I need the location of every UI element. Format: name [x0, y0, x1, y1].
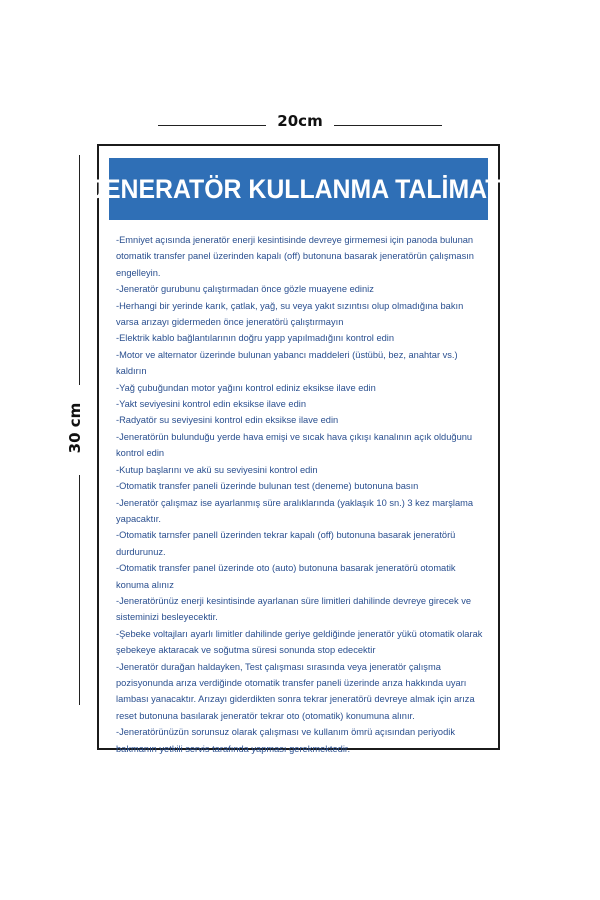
title-banner: [89, 158, 508, 220]
instruction-item: -Radyatör su seviyesini kontrol edin eksikse ilave edin: [116, 415, 339, 426]
instruction-item: -Yakt seviyesini kontrol edin eksikse ilave edin: [116, 399, 306, 410]
instruction-sign: [89, 144, 508, 754]
instruction-item: -Yağ çubuğundan motor yağını kontrol ediniz eksikse ilave edin: [116, 382, 376, 393]
height-dimension-line-bottom: [79, 475, 80, 705]
width-dimension-label: 20cm: [277, 112, 323, 130]
height-dimension-line-top: [79, 155, 80, 385]
instruction-item: -Jeneratör durağan haldayken, Test çalışması sırasında veya jeneratör çalışma pozisyonunda arıza verdiğinde otomatik transfer paneli üzerinde arıza hakkında uyarı lambası yanacaktır. Arızayı giderdikten sonra tekrar jeneratörü devreye almak için arıza reset butonuna basılarak jeneratör tekrar oto (otomatik) konumuna alınır.: [116, 661, 475, 721]
width-dimension-line-right: [334, 125, 442, 126]
instruction-item: -Jeneratörün bulunduğu yerde hava emişi ve sıcak hava çıkışı kanalının açık olduğunu kontrol edin: [116, 431, 473, 459]
instruction-item: -Motor ve alternator üzerinde bulunan yabancı maddeleri (üstübü, bez, anahtar vs.) kaldırın: [116, 349, 458, 377]
instruction-item: -Otomatik tarnsfer panell üzerinden tekrar kapalı (off) butonuna basarak jeneratörü durdurunuz.: [116, 530, 456, 557]
height-dimension-label: 30 cm: [66, 402, 84, 454]
instruction-item: -Kutup başlarını ve akü su seviyesini kontrol edin: [116, 464, 318, 475]
instruction-item: -Otomatik transfer panel üzerinde oto (auto) butonuna basarak jeneratörü otomatik konuma alınız: [116, 563, 456, 590]
height-dimension-marker: [60, 155, 90, 705]
instruction-item: -Jeneratörünüz enerji kesintisinde ayarlanan süre limitleri dahilinde devreye girecek ve sisteminizi besleyecektir.: [116, 595, 472, 623]
instruction-item: -Herhangi bir yerinde karık, çatlak, yağ, su veya yakıt sızıntısı olup olmadığına bakın varsa arızayı gidermeden önce jeneratörü çalıştırmayın: [116, 300, 464, 328]
sign-title: JENERATÖR KULLANMA TALİMATI: [89, 173, 508, 204]
instruction-item: -Emniyet açısında jeneratör enerji kesintisinde devreye girmemesi için panoda bulunan otomatik transfer panel üzerinden kapalı (off) butonuna basarak jeneratörün çalışmasın engelleyin.: [116, 235, 474, 278]
instruction-item: -Otomatik transfer paneli üzerinde bulunan test (deneme) butonuna basın: [116, 481, 419, 492]
instruction-list: [116, 232, 488, 757]
instruction-item: -Jeneratör çalışmaz ise ayarlanmış süre aralıklarında (yaklaşık 10 sn.) 3 kez marşlama yapacaktır.: [116, 497, 474, 524]
width-dimension-marker: [158, 112, 442, 132]
instruction-item: -Jeneratörünüzün sorunsuz olarak çalışması ve kullanım ömrü açısından periyodik bakmanın yetkili servis tarafında yapması gerekmektedir.: [116, 727, 455, 754]
instruction-item: -Jeneratör gurubunu çalıştırmadan önce gözle muayene ediniz: [116, 284, 374, 295]
instruction-item: -Elektrik kablo bağlantılarının doğru yapp yapılmadığını kontrol edin: [116, 333, 395, 344]
instruction-item: -Şebeke voltajları ayarlı limitler dahilinde geriye geldiğinde jeneratör yükü otomatik olarak şebekeye aktaracak ve soğutma süresi sonunda stop edecektir: [116, 628, 483, 656]
